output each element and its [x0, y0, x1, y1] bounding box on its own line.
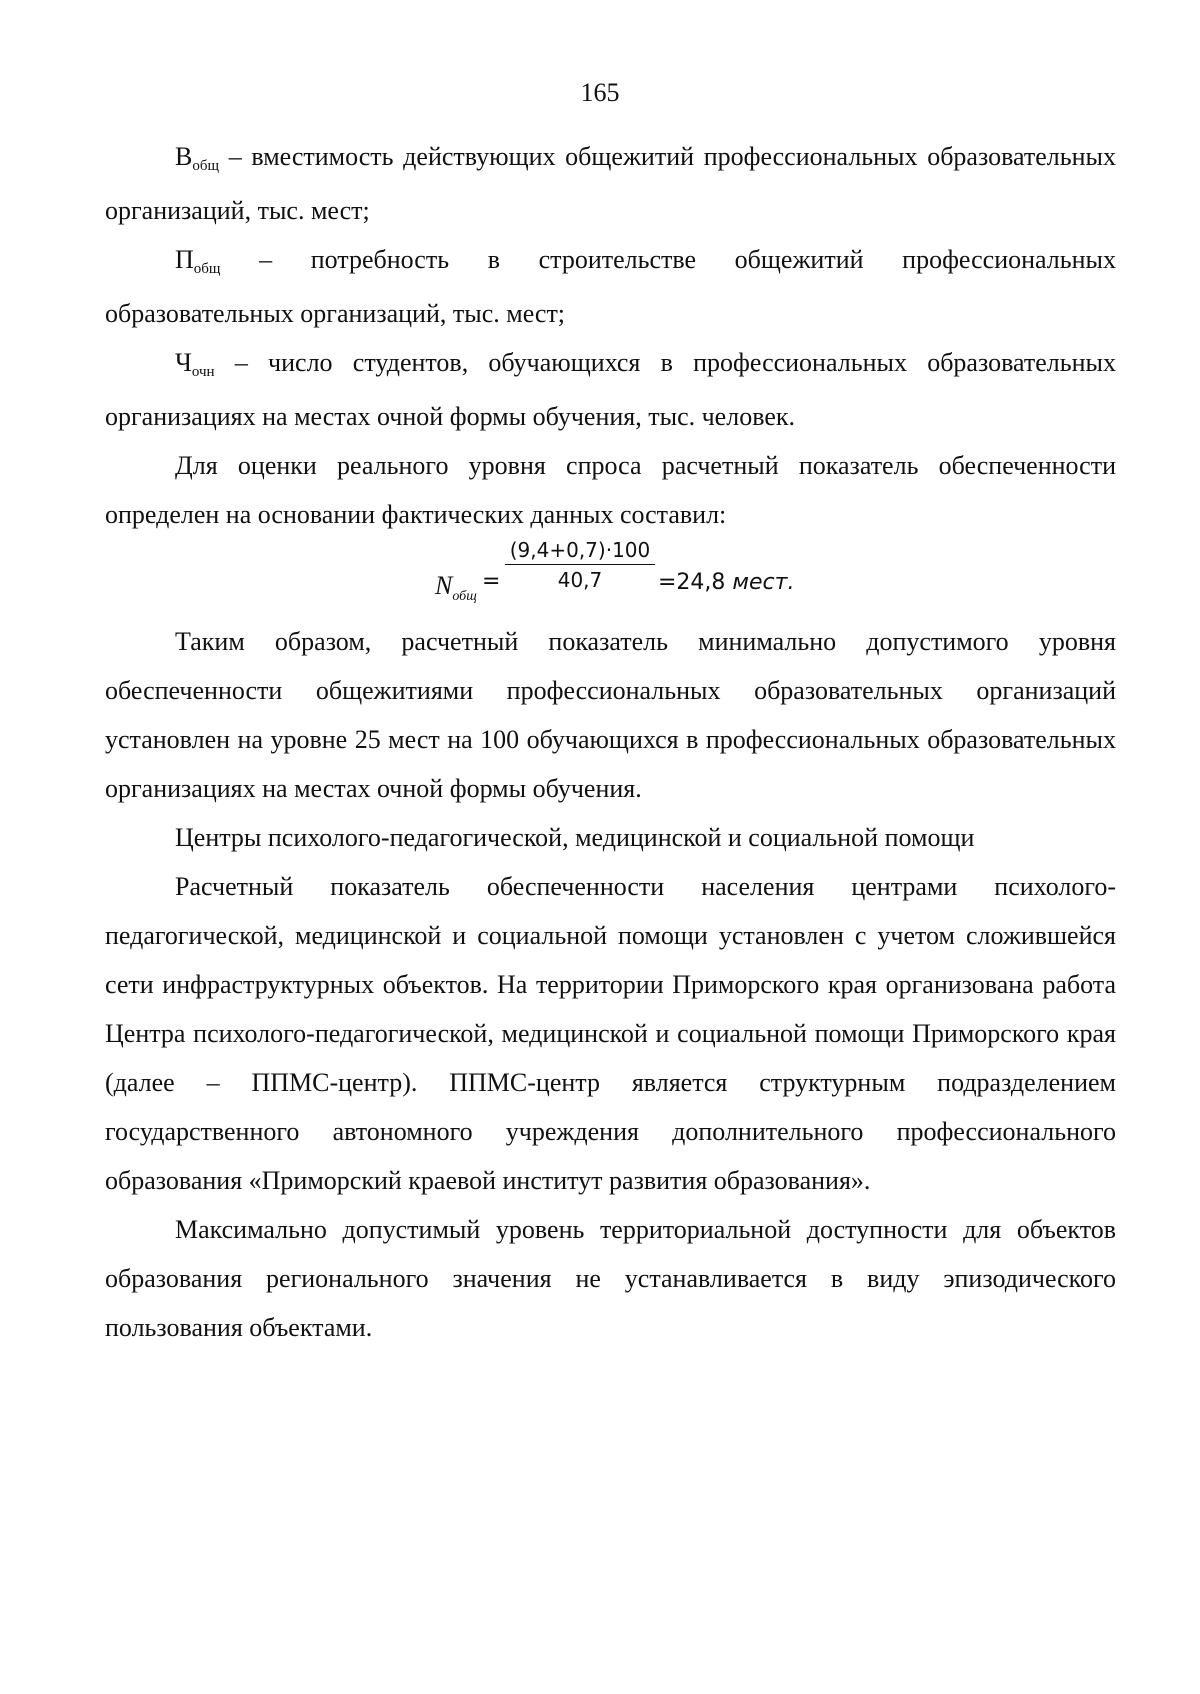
definition-text: – вместимость действующих общежитий профессиональных образовательных организаций, тыс. мест;: [105, 142, 1116, 225]
formula-lhs-symbol: N: [435, 571, 453, 600]
formula: [105, 539, 1116, 617]
definition-symbol: П: [175, 245, 194, 274]
definition-text: – потребность в строительстве общежитий профессиональных образовательных организаций, тыс. мест;: [105, 245, 1116, 328]
formula-lhs: [435, 561, 477, 615]
fraction-bar: [505, 564, 655, 565]
definition-subscript: общ: [193, 261, 221, 277]
definition-paragraph: [105, 338, 1116, 441]
body-paragraph: Таким образом, расчетный показатель минимально допустимого уровня обеспеченности общежитиями профессиональных образовательных организаций установлен на уровне 25 мест на 100 обучающихся в профессиональных образовательных организациях на местах очной формы обучения.: [105, 627, 1116, 803]
formula-rhs: [658, 558, 794, 607]
document-body: [105, 132, 1116, 1352]
page-number: 165: [580, 78, 620, 107]
definition-text: – число студентов, обучающихся в профессиональных образовательных организациях на местах очной формы обучения, тыс. человек.: [105, 348, 1116, 431]
formula-result: =24,8: [658, 570, 726, 595]
definition-symbol: Ч: [175, 348, 192, 377]
definition-paragraph: [105, 235, 1116, 338]
section-heading: Центры психолого-педагогической, медицинской и социальной помощи: [175, 823, 975, 852]
formula-equals: =: [482, 569, 501, 594]
formula-denominator: 40,7: [557, 568, 603, 592]
definition-symbol: В: [175, 142, 193, 171]
definition-subscript: очн: [191, 364, 215, 380]
definition-subscript: общ: [192, 158, 220, 174]
body-paragraph: Максимально допустимый уровень территориальной доступности для объектов образования регионального значения не устанавливается в виду эпизодического пользования объектами.: [105, 1215, 1116, 1342]
intro-paragraph: Для оценки реального уровня спроса расчетный показатель обеспеченности определен на основании фактических данных составил:: [105, 451, 1116, 529]
formula-unit: мест.: [732, 570, 795, 595]
formula-fraction: [505, 537, 655, 593]
formula-numerator: (9,4+0,7)·100: [509, 538, 651, 562]
formula-lhs-subscript: общ: [452, 589, 477, 604]
definition-paragraph: [105, 132, 1116, 235]
body-paragraph: Расчетный показатель обеспеченности населения центрами психолого-педагогической, медицинской и социальной помощи установлен с учетом сложившейся сети инфраструктурных объектов. На территории Приморского края организована работа Центра психолого-педагогической, медицинской и социальной помощи Приморского края (далее – ППМС-центр). ППМС-центр является структурным подразделением государственного автономного учреждения дополнительного профессионального образования «Приморский краевой институт развития образования».: [105, 872, 1116, 1195]
